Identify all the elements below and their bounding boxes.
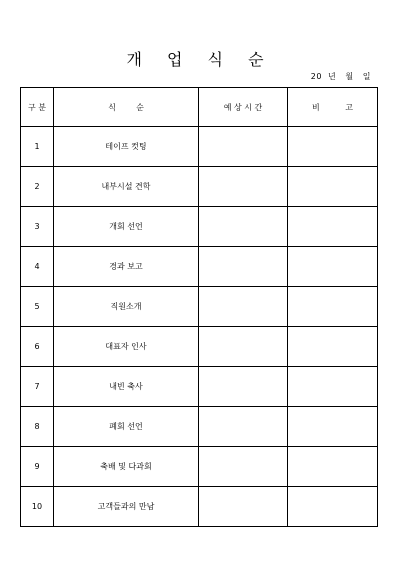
- row-remarks: [288, 407, 378, 447]
- row-expected-time: [199, 167, 288, 207]
- row-remarks: [288, 207, 378, 247]
- row-number: 4: [21, 247, 54, 287]
- row-item: 고객들과의 만남: [54, 487, 199, 527]
- row-expected-time: [199, 247, 288, 287]
- row-expected-time: [199, 367, 288, 407]
- row-number: 10: [21, 487, 54, 527]
- row-number: 6: [21, 327, 54, 367]
- row-remarks: [288, 447, 378, 487]
- row-expected-time: [199, 207, 288, 247]
- row-remarks: [288, 487, 378, 527]
- row-number: 7: [21, 367, 54, 407]
- header-row: [21, 88, 378, 127]
- table-row: [21, 167, 378, 207]
- table-row: [21, 207, 378, 247]
- table-row: [21, 487, 378, 527]
- row-expected-time: [199, 447, 288, 487]
- row-expected-time: [199, 327, 288, 367]
- table-body: [21, 127, 378, 527]
- row-number: 8: [21, 407, 54, 447]
- row-item: 대표자 인사: [54, 327, 199, 367]
- table-row: [21, 367, 378, 407]
- row-item: 축배 및 다과회: [54, 447, 199, 487]
- row-expected-time: [199, 127, 288, 167]
- row-number: 2: [21, 167, 54, 207]
- table-row: [21, 127, 378, 167]
- header-category: 구 분: [21, 88, 54, 127]
- row-expected-time: [199, 287, 288, 327]
- row-number: 1: [21, 127, 54, 167]
- row-number: 5: [21, 287, 54, 327]
- row-expected-time: [199, 407, 288, 447]
- document-title: 개 업 식 순: [126, 50, 274, 69]
- row-number: 3: [21, 207, 54, 247]
- ceremony-order-table: [20, 87, 378, 527]
- row-remarks: [288, 367, 378, 407]
- row-expected-time: [199, 487, 288, 527]
- table-row: [21, 407, 378, 447]
- header-order: 식 순: [54, 88, 199, 127]
- row-item: 테이프 컷팅: [54, 127, 199, 167]
- row-remarks: [288, 327, 378, 367]
- row-item: 직원소개: [54, 287, 199, 327]
- row-item: 경과 보고: [54, 247, 199, 287]
- row-item: 개회 선언: [54, 207, 199, 247]
- row-item: 내부시설 견학: [54, 167, 199, 207]
- row-remarks: [288, 167, 378, 207]
- header-remarks: 비 고: [288, 88, 378, 127]
- table-row: [21, 447, 378, 487]
- row-remarks: [288, 287, 378, 327]
- row-remarks: [288, 247, 378, 287]
- row-item: 내빈 축사: [54, 367, 199, 407]
- row-item: 폐회 선언: [54, 407, 199, 447]
- table-row: [21, 247, 378, 287]
- table-row: [21, 287, 378, 327]
- row-remarks: [288, 127, 378, 167]
- table-row: [21, 327, 378, 367]
- date-line: 20 년 월 일: [310, 72, 371, 81]
- row-number: 9: [21, 447, 54, 487]
- header-expected-time: 예 상 시 간: [199, 88, 288, 127]
